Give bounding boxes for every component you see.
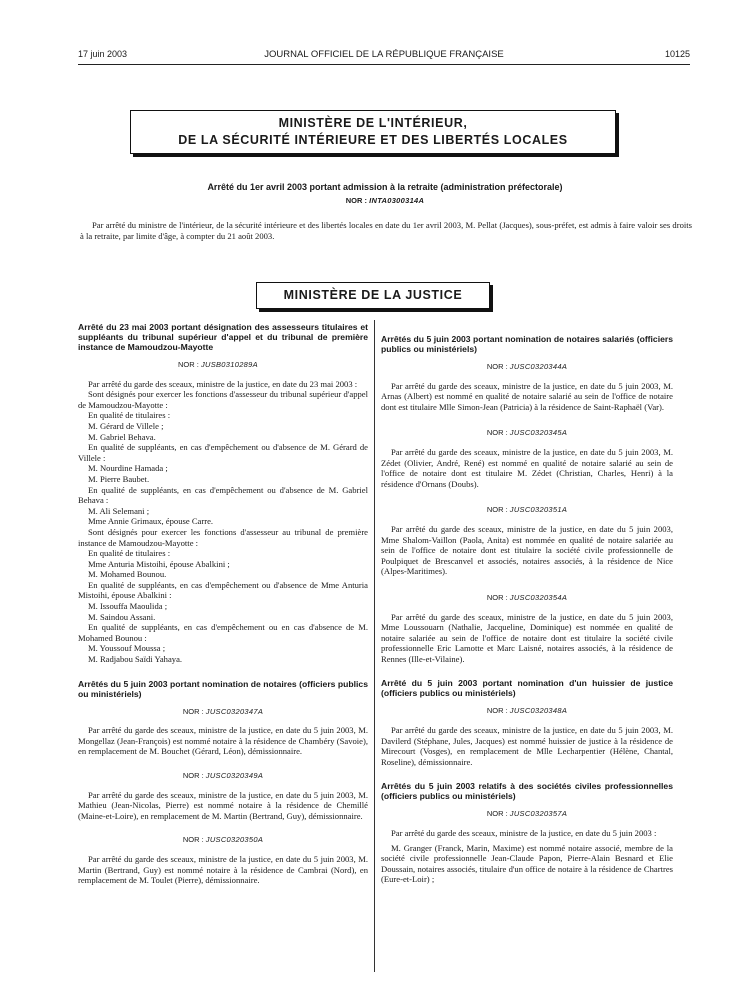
notaires-nor-1 xyxy=(78,707,368,718)
nor-label: NOR : xyxy=(178,360,199,369)
header-date: 17 juin 2003 xyxy=(78,49,128,59)
list-item: M. Issouffa Maoulida ; xyxy=(88,601,168,612)
list-item: En qualité de suppléants, en cas d'empêchement ou d'absence de M. Gérard de Villele : xyxy=(78,442,368,463)
list-item: M. Gabriel Behava. xyxy=(88,431,156,442)
notaires-nor-2 xyxy=(78,771,368,782)
notaires-salaries-nor-2 xyxy=(381,428,673,439)
ministry-interior-line1: MINISTÈRE DE L'INTÉRIEUR, xyxy=(278,116,468,130)
list-item: M. Ali Selemani ; xyxy=(88,505,150,516)
list-item: M. Mohamed Bounou. xyxy=(88,569,167,580)
header-page-number: 10125 xyxy=(664,49,690,59)
list-item: En qualité de suppléants, en cas d'empêchement ou d'absence de M. Gabriel Behava : xyxy=(78,484,368,506)
header-journal-title: JOURNAL OFFICIEL DE LA RÉPUBLIQUE FRANÇAISE xyxy=(264,49,504,60)
list-item: Par arrêté du garde des sceaux, ministre de la justice, en date du 23 mai 2003 : xyxy=(88,378,358,389)
scp-nor xyxy=(381,809,673,820)
nor-code: JUSC0320348A xyxy=(509,706,568,716)
right-column xyxy=(381,334,673,885)
nor-label: NOR : xyxy=(486,428,508,438)
column-divider xyxy=(374,320,375,972)
nor-label: NOR : xyxy=(486,592,508,602)
nor-code: JUSC0320350A xyxy=(205,835,264,845)
notaires-salaries-title: Arrêtés du 5 juin 2003 portant nomination de notaires salariés (officiers publics ou ministériels) xyxy=(381,334,673,354)
assesseurs-title: Arrêté du 23 mai 2003 portant désignation des assesseurs titulaires et suppléants du tribunal supérieur d'appel et du tribunal de première instance de Mamoudzou-Mayotte xyxy=(78,322,368,352)
ministry-interior-line2: DE LA SÉCURITÉ INTÉRIEURE ET DES LIBERTÉS LOCALES xyxy=(178,133,568,147)
arrete-retraite-title: Arrêté du 1er avril 2003 portant admission à la retraite (administration préfectorale) xyxy=(207,182,563,192)
scp-text-1: Par arrêté du garde des sceaux, ministre de la justice, en date du 5 juin 2003 : xyxy=(391,828,657,839)
list-item: Mme Anturia Mistoihi, épouse Abalkini ; xyxy=(88,558,230,569)
notaires-text-1: Par arrêté du garde des sceaux, ministre de la justice, en date du 5 juin 2003, M. Mongellaz (Jean-François) est nommé notaire à la résidence de Chambéry (Savoie), en remplacement de M. Bouchet (Gérard, Léon), démissionnaire. xyxy=(78,725,368,757)
nor-label: NOR : xyxy=(486,362,508,371)
list-item: Sont désignés pour exercer les fonctions d'assesseur au tribunal de première instance de Mamoudzou-Mayotte : xyxy=(78,526,368,548)
nor-label: NOR : xyxy=(182,706,204,716)
list-item: M. Radjabou Saïdi Yahaya. xyxy=(88,654,183,665)
nor-label: NOR : xyxy=(486,505,508,515)
ministry-interior-box xyxy=(130,110,616,154)
huissier-title: Arrêté du 5 juin 2003 portant nomination d'un huissier de justice (officiers publics ou ministériels) xyxy=(381,678,673,699)
nor-code: JUSC0320349A xyxy=(205,771,264,780)
huissier-nor xyxy=(381,706,673,717)
notaires-salaries-nor-4 xyxy=(381,593,673,604)
list-item: En qualité de titulaires : xyxy=(88,410,171,421)
list-item: En qualité de suppléants, en cas d'empêchement ou en cas d'absence de M. Mohamed Bounou : xyxy=(78,622,368,643)
nor-code: JUSC0320344A xyxy=(509,362,568,371)
nor-code: JUSC0320347A xyxy=(205,706,264,716)
list-item: M. Pierre Baubet. xyxy=(88,473,150,484)
notaires-salaries-nor-1 xyxy=(381,362,673,373)
notaires-salaries-text-3: Par arrêté du garde des sceaux, ministre de la justice, en date du 5 juin 2003, Mme Shalom-Vaillon (Paola, Anita) est nommée en qualité de notaire salariée au sein de l'office de notaire dont est titulaire la société civile professionnelle de Poulpiquet de Brescanvel et associés, notaires associés, à la résidence de Nice (Alpes-Maritimes). xyxy=(381,523,673,577)
nor-code: JUSC0320357A xyxy=(509,809,568,819)
list-item: M. Nourdine Hamada ; xyxy=(88,463,168,474)
nor-code: JUSC0320354A xyxy=(509,592,568,602)
list-item: M. Gérard de Villele ; xyxy=(88,420,164,431)
notaires-text-3: Par arrêté du garde des sceaux, ministre de la justice, en date du 5 juin 2003, M. Martin (Bertrand, Guy) est nommé notaire à la résidence de Cambrai (Nord), en remplacement de M. Toulet (Pierre), démissionnaire. xyxy=(78,853,368,886)
notaires-nor-3 xyxy=(78,835,368,846)
nor-code: JUSB0310289A xyxy=(200,360,258,369)
nor-label: NOR : xyxy=(345,196,367,205)
scp-title: Arrêtés du 5 juin 2003 relatifs à des sociétés civiles professionnelles (officiers publics ou ministériels) xyxy=(381,781,673,802)
nor-label: NOR : xyxy=(182,835,204,845)
nor-label: NOR : xyxy=(182,771,204,780)
arrete-retraite-nor xyxy=(80,196,690,205)
list-item: M. Youssouf Moussa ; xyxy=(88,643,166,654)
notaires-text-2: Par arrêté du garde des sceaux, ministre de la justice, en date du 5 juin 2003, M. Mathieu (Jean-Nicolas, Pierre) est nommé notaire à la résidence de Chemillé (Maine-et-Loire), en remplacement de M. Martin (Bertrand, Guy), démissionnaire. xyxy=(78,789,368,821)
header-rule xyxy=(78,64,690,65)
left-column xyxy=(78,322,368,886)
notaires-title: Arrêtés du 5 juin 2003 portant nomination de notaires (officiers publics ou ministériels) xyxy=(78,678,368,699)
notaires-salaries-text-1: Par arrêté du garde des sceaux, ministre de la justice, en date du 5 juin 2003, M. Arnas (Albert) est nommé en qualité de notaire salarié au sein de l'office de notaire dont est titulaire Mlle Simon-Jean (Patricia) à la résidence de Saint-Raphaël (Var). xyxy=(381,380,673,412)
nor-code: JUSC0320345A xyxy=(509,428,568,438)
arrete-retraite-block xyxy=(80,182,690,205)
list-item: En qualité de suppléants, en cas d'empêchement ou d'absence de Mme Anturia Mistoihi, épouse Abalkini : xyxy=(78,579,368,601)
huissier-text: Par arrêté du garde des sceaux, ministre de la justice, en date du 5 juin 2003, M. Davilerd (Stéphane, Jules, Jacques) est nommé huissier de justice à la résidence de Mirecourt (Vosges), en remplacement de Mlle Lecharpentier (Hélène, Chantal, Roseline), démissionnaire. xyxy=(381,725,673,767)
assesseurs-nor xyxy=(78,360,368,371)
list-item: M. Saindou Assani. xyxy=(88,611,156,622)
notaires-salaries-text-4: Par arrêté du garde des sceaux, ministre de la justice, en date du 5 juin 2003, Mme Loussouarn (Nathalie, Jacqueline, Dominique) est nommée en qualité de notaire salariée au sein de l'office de notaire dont est titulaire la société civile professionnelle Eric Lamotte et Marc Laisné, notaires associés, à la résidence de Rennes (Ille-et-Vilaine). xyxy=(381,611,673,664)
scp-text-2: M. Granger (Franck, Marin, Maxime) est nommé notaire associé, membre de la société civile professionnelle Jean-Claude Papon, Pierre-Alain Besnard et Elie Doussain, notaires associés, titulaire d'un office de notaire à la résidence de Chartres (Eure-et-Loir) ; xyxy=(381,842,673,885)
nor-code: INTA0300314A xyxy=(369,196,425,205)
nor-label: NOR : xyxy=(486,706,508,716)
page-header xyxy=(78,49,690,63)
list-item: Sont désignés pour exercer les fonctions d'assesseur du tribunal supérieur d'appel de Mamoudzou-Mayotte : xyxy=(78,389,368,410)
nor-label: NOR : xyxy=(486,809,508,819)
nor-code: JUSC0320351A xyxy=(509,505,568,515)
notaires-salaries-text-2: Par arrêté du garde des sceaux, ministre de la justice, en date du 5 juin 2003, M. Zédet (Olivier, André, René) est nommé en qualité de notaire salarié au sein de l'office de notaire dont est titulaire M. Zédet (Christian, Charles, Henri) à la résidence d'Ornans (Doubs). xyxy=(381,446,673,489)
ministry-justice-box: MINISTÈRE DE LA JUSTICE xyxy=(256,282,490,309)
notaires-salaries-nor-3 xyxy=(381,505,673,516)
list-item: Mme Annie Grimaux, épouse Carre. xyxy=(88,516,214,527)
arrete-retraite-text: Par arrêté du ministre de l'intérieur, de la sécurité intérieure et des libertés locales en date du 1er avril 2003, M. Pellat (Jacques), sous-préfet, est admis à faire valoir ses droits à la retraite, par limite d'âge, à compter du 21 août 2003. xyxy=(80,219,692,241)
list-item: En qualité de titulaires : xyxy=(88,548,171,559)
